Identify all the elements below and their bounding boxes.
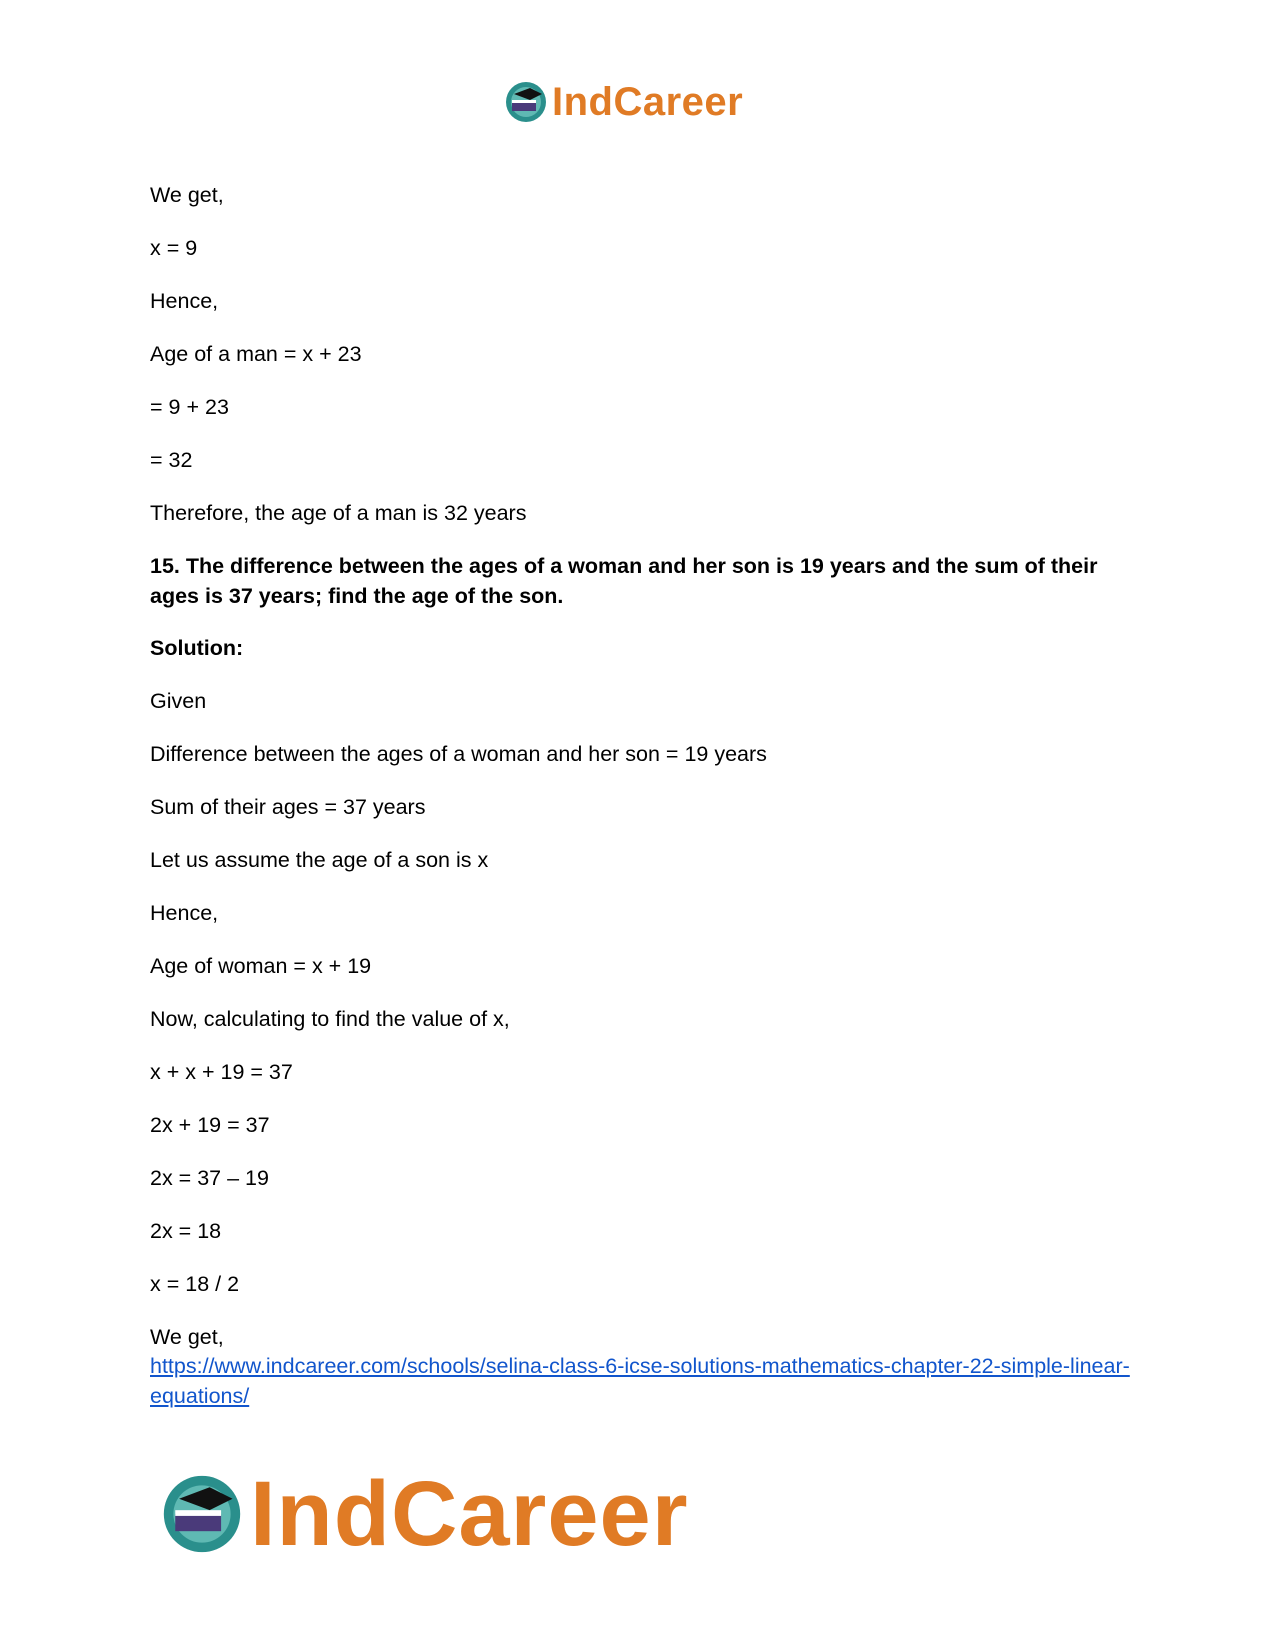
text-line: We get, <box>150 183 224 207</box>
text-line: Therefore, the age of a man is 32 years <box>150 501 527 525</box>
text-line: Age of a man = x + 23 <box>150 342 362 366</box>
text-line: 2x = 18 <box>150 1219 222 1243</box>
logo-globe-icon <box>160 1472 244 1556</box>
text-line: 2x = 37 – 19 <box>150 1166 269 1190</box>
text-line: Age of woman = x + 19 <box>150 954 372 978</box>
text-line: x = 9 <box>150 236 198 260</box>
logo-globe-icon <box>504 80 548 124</box>
text-line: = 9 + 23 <box>150 395 229 419</box>
header-logo-text: IndCareer <box>552 80 744 124</box>
text-line: Hence, <box>150 901 219 925</box>
footer-logo <box>160 1463 689 1565</box>
text-line: = 32 <box>150 448 193 472</box>
text-line: Now, calculating to find the value of x, <box>150 1007 510 1031</box>
header-logo <box>504 80 743 124</box>
text-line: We get, <box>150 1325 224 1349</box>
text-line: Hence, <box>150 289 219 313</box>
text-line: Sum of their ages = 37 years <box>150 795 426 819</box>
text-line: Given <box>150 689 207 713</box>
text-line: Let us assume the age of a son is x <box>150 848 489 872</box>
solution-label: Solution: <box>150 636 244 660</box>
footer-logo-text: IndCareer <box>250 1463 689 1565</box>
text-line: x + x + 19 = 37 <box>150 1060 293 1084</box>
text-line: Difference between the ages of a woman and her son = 19 years <box>150 742 767 766</box>
text-line: 2x + 19 = 37 <box>150 1113 270 1137</box>
footer-source-link[interactable]: https://www.indcareer.com/schools/selina-class-6-icse-solutions-mathematics-chapter-22-simple-linear-equations/ <box>150 1354 1130 1408</box>
text-line: x = 18 / 2 <box>150 1272 240 1296</box>
question-heading: 15. The difference between the ages of a woman and her son is 19 years and the sum of their ages is 37 years; find the age of the son. <box>150 554 1098 608</box>
